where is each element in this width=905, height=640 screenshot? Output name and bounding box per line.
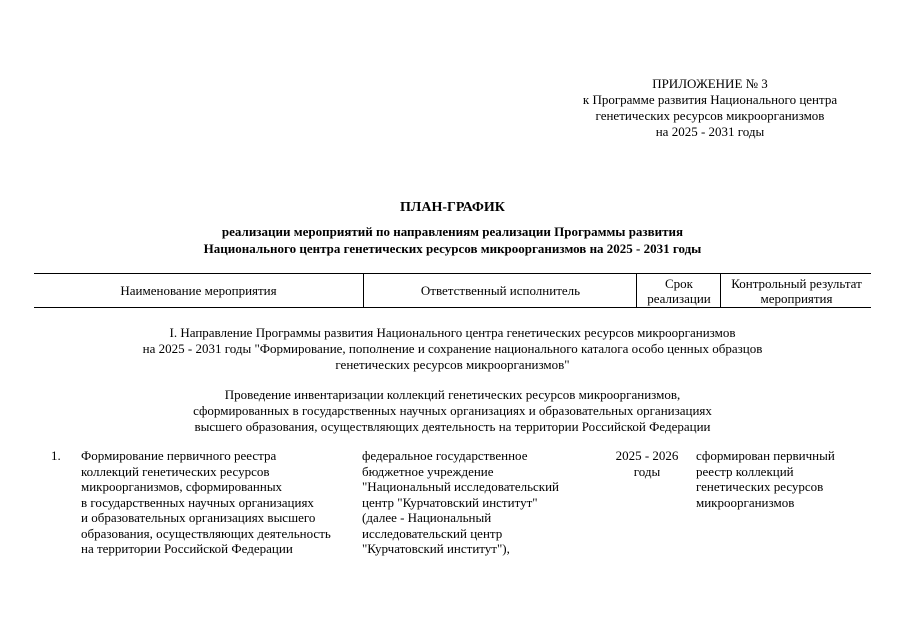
section-heading	[0, 325, 905, 373]
row-number: 1.	[51, 448, 61, 463]
header-event: Наименование мероприятия	[120, 283, 277, 298]
executor-line: бюджетное учреждение	[362, 463, 494, 479]
event-line: Формирование первичного реестра	[81, 448, 277, 463]
annex-header	[520, 76, 900, 140]
result-line: реестр коллекций	[696, 463, 794, 479]
term-line: годы	[633, 463, 661, 479]
row-result	[696, 448, 835, 510]
section-line: на 2025 - 2031 годы "Формирование, пополнение и сохранение национального каталога особо ценных образцов	[142, 341, 763, 356]
subsection-line: сформированных в государственных научных организациях и образовательных организациях	[193, 403, 712, 418]
header-executor: Ответственный исполнитель	[363, 274, 637, 307]
event-line: на территории Российской Федерации	[81, 541, 293, 556]
result-line: генетических ресурсов	[696, 479, 824, 494]
header-result	[720, 274, 872, 307]
executor-line: центр "Курчатовский институт"	[362, 494, 538, 510]
event-line: и образовательных организациях высшего	[81, 510, 316, 525]
term-line: 2025 - 2026	[615, 448, 679, 463]
event-line: микроорганизмов, сформированных	[81, 479, 283, 494]
annex-line: на 2025 - 2031 годы	[655, 124, 765, 139]
executor-line: (далее - Национальный	[362, 510, 492, 525]
annex-line: к Программе развития Национального центра	[582, 92, 838, 107]
subtitle-line: реализации мероприятий по направлениям реализации Программы развития	[221, 224, 684, 239]
result-line: микроорганизмов	[696, 494, 795, 510]
executor-line: "Курчатовский институт"),	[362, 541, 510, 556]
annex-line: ПРИЛОЖЕНИЕ № 3	[652, 76, 768, 91]
row-event	[81, 448, 331, 557]
header-result-line: мероприятия	[760, 290, 833, 306]
subsection-line: Проведение инвентаризации коллекций генетических ресурсов микроорганизмов,	[224, 387, 681, 402]
executor-line: исследовательский центр	[362, 525, 503, 541]
header-term-line: реализации	[647, 290, 711, 306]
section-line: генетических ресурсов микроорганизмов"	[335, 357, 570, 372]
document-title: ПЛАН-ГРАФИК	[400, 200, 505, 215]
result-line: сформирован первичный	[696, 448, 835, 463]
annex-line: генетических ресурсов микроорганизмов	[595, 108, 825, 123]
subsection-heading	[0, 387, 905, 435]
subsection-line: высшего образования, осуществляющих деятельность на территории Российской Федерации	[194, 419, 711, 434]
row-term	[606, 448, 688, 479]
header-result-line: Контрольный результат	[731, 275, 862, 291]
event-line: образования, осуществляющих деятельность	[81, 525, 331, 541]
header-term-line: Срок	[664, 275, 693, 291]
executor-line: федеральное государственное	[362, 448, 528, 463]
section-line: I. Направление Программы развития Национального центра генетических ресурсов микроорганизмов	[169, 325, 736, 340]
header-term	[636, 274, 721, 307]
row-executor	[362, 448, 559, 557]
executor-line: "Национальный исследовательский	[362, 479, 559, 494]
subtitle-line: Национального центра генетических ресурсов микроорганизмов на 2025 - 2031 годы	[203, 241, 702, 256]
event-line: коллекций генетических ресурсов	[81, 463, 270, 479]
document-subtitle	[0, 223, 905, 257]
event-line: в государственных научных организациях	[81, 494, 314, 510]
table-header	[34, 273, 871, 308]
